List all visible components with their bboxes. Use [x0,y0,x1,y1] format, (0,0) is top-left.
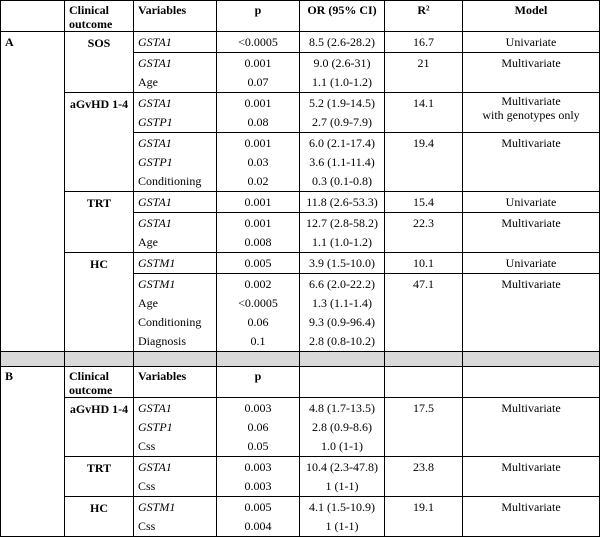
variable-name: GSTM1 [138,500,176,514]
variable-name: Conditioning [138,315,202,329]
variable-name: GSTA1 [138,136,172,150]
variables-cell [134,497,217,537]
p-value: 0.02 [247,174,269,188]
variable-name: GSTA1 [138,35,172,49]
odds-ratio: 10.4 (2.3-47.8) [306,460,378,474]
variable-name: GSTM1 [138,277,176,291]
r2-cell: 16.7 [385,32,463,53]
r2-cell: 17.5 [385,398,463,457]
p-value: 0.004 [244,519,272,533]
table-row [1,497,600,537]
variable-name: Css [138,519,156,533]
odds-ratio: 0.3 (0.1-0.8) [312,174,372,188]
odds-ratio: 8.5 (2.6-28.2) [309,35,375,49]
odds-ratio-cell [300,497,385,537]
odds-ratio: 11.8 (2.6-53.3) [306,195,378,209]
p-value: 0.03 [247,155,269,169]
separator-cell [134,352,217,367]
model-cell [463,497,600,537]
variables-cell [134,133,217,192]
p-value-cell [217,274,300,352]
r2-cell: 19.1 [385,497,463,537]
odds-ratio: 2.8 (0.9-8.6) [312,420,372,434]
p-value: 0.06 [247,315,269,329]
variable-name: GSTA1 [138,56,172,70]
p-value: 0.001 [244,96,272,110]
p-value-cell [217,457,300,497]
p-value-cell [217,213,300,253]
empty-cell [463,367,600,398]
variables-cell [134,398,217,457]
p-value: 0.003 [244,401,272,415]
p-value-cell [217,32,300,53]
odds-ratio: 1.1 (1.0-1.2) [312,75,372,89]
odds-ratio: 9.3 (0.9-96.4) [309,315,375,329]
table-row [1,32,600,53]
section-label: A [1,32,65,352]
model-cell [463,53,600,93]
table-row [1,93,600,133]
separator-cell [385,352,463,367]
odds-ratio-cell [300,213,385,253]
header-variables: Variables [134,1,217,32]
model-name: Multivariate [501,94,561,108]
separator-cell [300,352,385,367]
header-clinical-outcome: Clinical outcome [65,367,134,398]
model-name: Multivariate [501,216,561,230]
r2-cell: 22.3 [385,213,463,253]
variable-name: Conditioning [138,174,202,188]
table-row [1,398,600,457]
separator-cell [463,352,600,367]
p-value: 0.06 [247,420,269,434]
odds-ratio: 5.2 (1.9-14.5) [309,96,375,110]
clinical-outcome: aGvHD 1-4 [65,398,134,457]
r2-cell: 19.4 [385,133,463,192]
odds-ratio: 1 (1-1) [325,479,359,493]
variables-cell [134,457,217,497]
variables-cell [134,253,217,274]
clinical-outcome: HC [65,497,134,537]
clinical-outcome: TRT [65,457,134,497]
table-row [1,253,600,274]
header-section [1,1,65,32]
p-value-cell [217,497,300,537]
separator-cell [1,352,65,367]
odds-ratio: 1.0 (1-1) [321,439,363,453]
odds-ratio: 1.3 (1.1-1.4) [312,296,372,310]
p-value: 0.002 [244,277,272,291]
odds-ratio-cell [300,53,385,93]
p-value: 0.07 [247,75,269,89]
p-value-cell [217,53,300,93]
odds-ratio: 6.6 (2.0-22.2) [309,277,375,291]
odds-ratio: 1.1 (1.0-1.2) [312,235,372,249]
variable-name: GSTP1 [138,155,173,169]
separator-cell [217,352,300,367]
header-p: p [217,1,300,32]
r2-cell: 15.4 [385,192,463,213]
p-value: 0.008 [244,235,272,249]
odds-ratio: 6.0 (2.1-17.4) [309,136,375,150]
p-value: 0.08 [247,115,269,129]
variable-name: GSTA1 [138,96,172,110]
p-value: 0.003 [244,479,272,493]
section-label: B [1,367,65,537]
header-clinical-outcome: Clinical outcome [65,1,134,32]
p-value: 0.001 [244,195,272,209]
variables-cell [134,93,217,133]
odds-ratio: 3.9 (1.5-10.0) [309,256,375,270]
variables-cell [134,53,217,93]
model-name: Univariate [505,195,557,209]
model-cell [463,398,600,457]
model-cell [463,253,600,274]
p-value: 0.005 [244,500,272,514]
variables-cell [134,274,217,352]
odds-ratio-cell [300,253,385,274]
r2-cell: 23.8 [385,457,463,497]
r2-cell: 14.1 [385,93,463,133]
model-name: Univariate [505,35,557,49]
header-model: Model [463,1,600,32]
clinical-outcome: aGvHD 1-4 [65,93,134,192]
model-cell [463,213,600,253]
model-name: Multivariate [501,500,561,514]
odds-ratio: 4.1 (1.5-10.9) [309,500,375,514]
p-value-cell [217,398,300,457]
p-value: 0.1 [250,334,266,348]
model-name: Univariate [505,256,557,270]
empty-cell [300,367,385,398]
variable-name: GSTA1 [138,460,172,474]
p-value-cell [217,133,300,192]
variable-name: GSTM1 [138,256,176,270]
odds-ratio-cell [300,274,385,352]
model-name: Multivariate [501,277,561,291]
p-value: <0.0005 [238,296,278,310]
model-cell [463,457,600,497]
variables-cell [134,192,217,213]
p-value-cell [217,192,300,213]
p-value-cell [217,253,300,274]
odds-ratio-cell [300,32,385,53]
header-p: p [217,367,300,398]
model-cell [463,274,600,352]
odds-ratio-cell [300,457,385,497]
variable-name: Diagnosis [138,334,186,348]
p-value: <0.0005 [238,35,278,49]
odds-ratio: 1 (1-1) [325,519,359,533]
p-value: 0.001 [244,136,272,150]
odds-ratio: 9.0 (2.6-31) [313,56,371,70]
model-name: Multivariate [501,460,561,474]
p-value: 0.005 [244,256,272,270]
model-name: Multivariate [501,401,561,415]
odds-ratio: 2.7 (0.9-7.9) [312,115,372,129]
model-cell [463,32,600,53]
section-header-row [1,367,600,398]
variable-name: GSTP1 [138,420,173,434]
odds-ratio: 3.6 (1.1-11.4) [309,155,375,169]
odds-ratio: 12.7 (2.8-58.2) [306,216,378,230]
variable-name: Css [138,479,156,493]
model-name: Multivariate [501,56,561,70]
p-value: 0.001 [244,216,272,230]
header-r2: R² [385,1,463,32]
odds-ratio-cell [300,398,385,457]
odds-ratio: 4.8 (1.7-13.5) [309,401,375,415]
table-row [1,192,600,213]
r2-cell: 21 [385,53,463,93]
r2-cell: 47.1 [385,274,463,352]
odds-ratio-cell [300,192,385,213]
variable-name: GSTA1 [138,216,172,230]
section-separator [1,352,600,367]
variable-name: Css [138,439,156,453]
variable-name: GSTA1 [138,401,172,415]
r2-cell: 10.1 [385,253,463,274]
separator-cell [65,352,134,367]
odds-ratio: 2.8 (0.8-10.2) [309,334,375,348]
p-value: 0.003 [244,460,272,474]
clinical-outcome: SOS [65,32,134,93]
empty-cell [385,367,463,398]
table-row [1,457,600,497]
variables-cell [134,213,217,253]
variables-cell [134,32,217,53]
model-cell [463,93,600,133]
variable-name: GSTA1 [138,195,172,209]
model-name: with genotypes only [482,108,580,122]
p-value: 0.05 [247,439,269,453]
header-or: OR (95% CI) [300,1,385,32]
model-cell [463,192,600,213]
odds-ratio-cell [300,133,385,192]
variable-name: Age [138,235,158,249]
p-value: 0.001 [244,56,272,70]
model-name: Multivariate [501,136,561,150]
variable-name: GSTP1 [138,115,173,129]
p-value-cell [217,93,300,133]
header-variables: Variables [134,367,217,398]
clinical-outcome: TRT [65,192,134,253]
model-cell [463,133,600,192]
header-row [1,1,600,32]
variable-name: Age [138,296,158,310]
odds-ratio-cell [300,93,385,133]
clinical-outcome: HC [65,253,134,352]
variable-name: Age [138,75,158,89]
